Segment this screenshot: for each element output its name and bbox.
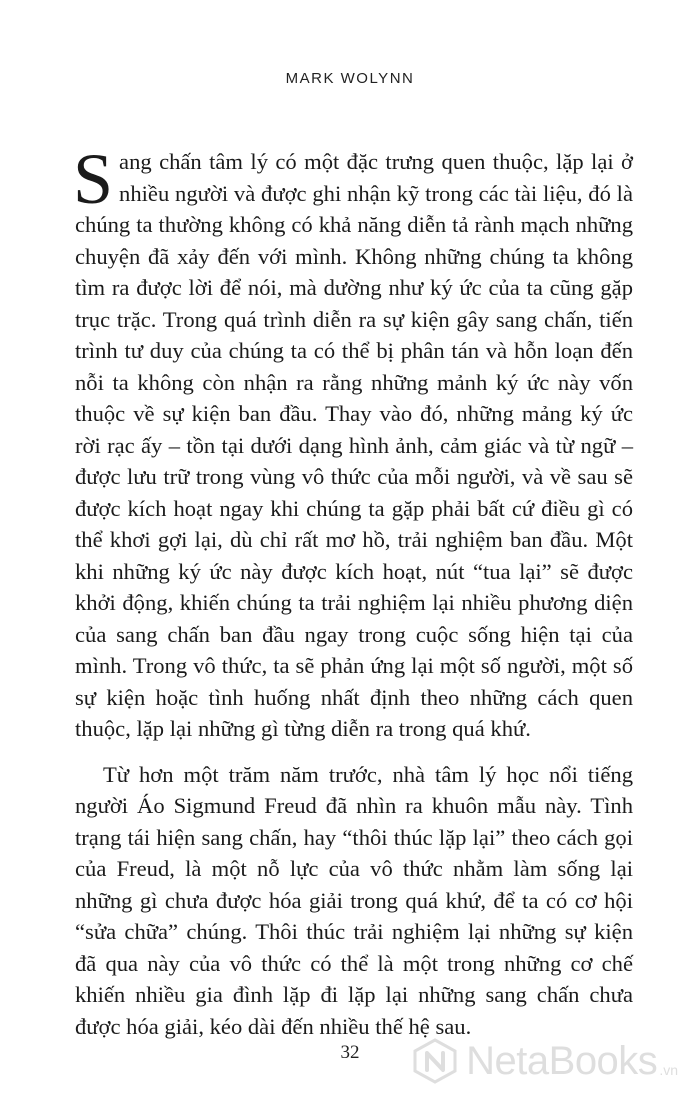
body-text	[73, 139, 633, 1042]
paragraph-1	[73, 139, 633, 745]
netabooks-logo-icon	[412, 1038, 458, 1084]
paragraph-2: Từ hơn một trăm năm trước, nhà tâm lý học nổi tiếng người Áo Sigmund Freud đã nhìn ra khuôn mẫu này. Tình trạng tái hiện sang chấn, hay “thôi thúc lặp lại” theo cách gọi của Freud, là một nỗ lực của vô thức nhằm làm sống lại những gì chưa được hóa giải trong quá khứ, để ta có cơ hội “sửa chữa” chúng. Thôi thúc trải nghiệm lại những sự kiện đã qua này của vô thức có thể là một trong những cơ chế khiến nhiều gia đình lặp đi lặp lại những sang chấn chưa được hóa giải, kéo dài đến nhiều thế hệ sau.	[75, 761, 633, 1039]
page-number: 32	[340, 1042, 360, 1063]
drop-cap: S	[73, 139, 114, 219]
watermark-brand: NetaBooks	[466, 1038, 658, 1083]
paragraph-1-text: ang chấn tâm lý có một đặc trưng quen thuộc, lặp lại ở nhiều người và được ghi nhận kỹ trong các tài liệu, đó là chúng ta thường không có khả năng diễn tả rành mạch những chuyện đã xảy đến với mình. Không những chúng ta không tìm ra được lời để nói, mà dường như ký ức của ta cũng gặp trục trặc. Trong quá trình diễn ra sự kiện gây sang chấn, tiến trình tư duy của chúng ta có thể bị phân tán và hỗn loạn đến nỗi ta không còn nhận ra rằng những mảnh ký ức này vốn thuộc về sự kiện ban đầu. Thay vào đó, những mảng ký ức rời rạc ấy – tồn tại dưới dạng hình ảnh, cảm giác và từ ngữ – được lưu trữ trong vùng vô thức của mỗi người, và về sau sẽ được kích hoạt ngay khi chúng ta gặp phải bất cứ điều gì có thể khơi gợi lại, dù chỉ rất mơ hồ, trải nghiệm ban đầu. Một khi những ký ức này được kích hoạt, nút “tua lại” sẽ được khởi động, khiến chúng ta trải nghiệm lại nhiều phương diện của sang chấn ban đầu ngay trong cuộc sống hiện tại của mình. Trong vô thức, ta sẽ phản ứng lại một số người, một số sự kiện hoặc tình huống nhất định theo những cách quen thuộc, lặp lại những gì từng diễn ra trong quá khứ.	[75, 149, 633, 741]
watermark-suffix: .vn	[659, 1062, 678, 1078]
watermark	[412, 1038, 678, 1084]
running-head: MARK WOLYNN	[285, 70, 415, 87]
